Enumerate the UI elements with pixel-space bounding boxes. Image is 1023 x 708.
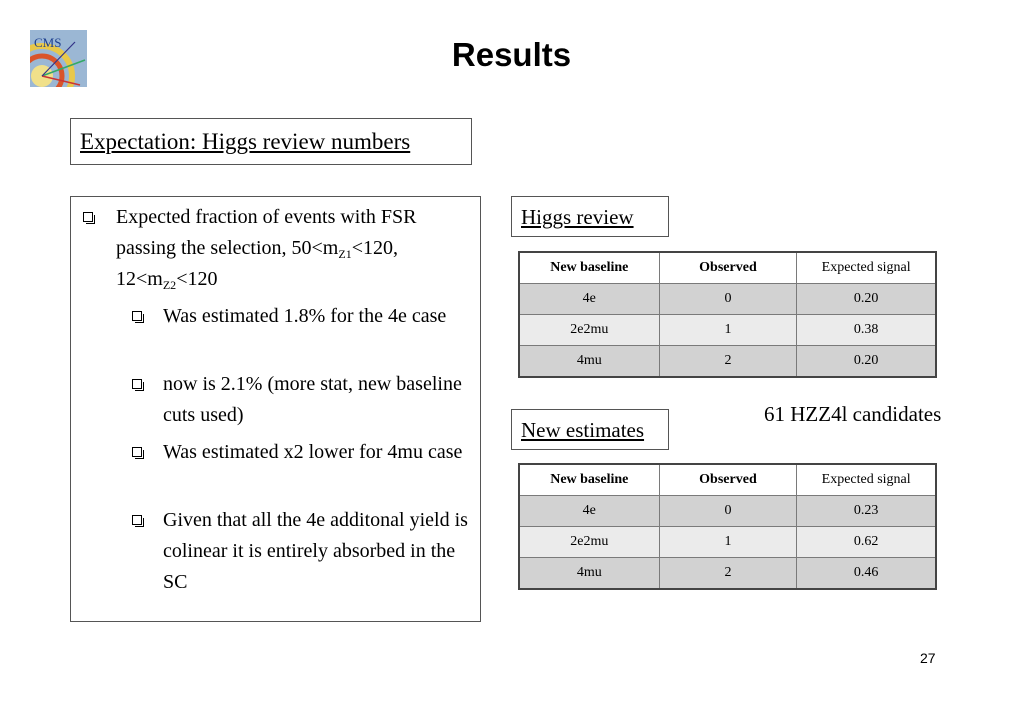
page-title: Results [451,36,572,73]
expectation-heading: Expectation: Higgs review numbers [80,129,411,154]
new-estimates-label: New estimates [521,418,645,442]
sub-bullet [163,301,473,332]
table-cell: 0.38 [797,315,936,346]
higgs-review-table [518,251,937,378]
table-header-row [519,464,936,496]
table-cell: 0.23 [797,496,936,527]
table-cell: 4mu [519,346,659,378]
table-cell: 0.20 [797,284,936,315]
candidates-note: 61 HZZ4l candidates [764,402,942,426]
table-row [519,496,936,527]
sub-bullet-text: now is 2.1% (more stat, new baseline cuts used) [163,373,462,426]
table-cell: 1 [659,315,797,346]
new-estimates-table [518,463,937,590]
table-row [519,315,936,346]
sub-bullet [163,437,473,468]
table-cell: 1 [659,527,797,558]
bullet-main-text-a: Expected fraction of events with FSR passing the selection, 50<m [116,206,417,259]
bullet-main-sub-a: Z1 [338,247,352,261]
table-row [519,346,936,378]
higgs-review-label: Higgs review [521,205,634,229]
table-header-row [519,252,936,284]
bullet-main-text-c: <120 [176,268,218,290]
table-header-cell: Observed [659,252,797,284]
table-header-cell: New baseline [519,464,659,496]
checkbox-bullet-icon [83,212,93,222]
table-cell: 2e2mu [519,315,659,346]
table-cell: 0 [659,496,797,527]
table-header-cell: Expected signal [797,464,936,496]
table-row [519,527,936,558]
checkbox-bullet-icon [132,515,142,525]
new-estimates-box [511,409,669,450]
bullet-main [116,202,476,295]
table-cell: 4mu [519,558,659,590]
table-header-cell: Observed [659,464,797,496]
sub-bullet-text: Was estimated 1.8% for the 4e case [163,305,447,327]
logo-text: CMS [34,35,62,50]
table-cell: 2 [659,346,797,378]
bullet-main-text-b: <120, 12<m [116,237,398,290]
bullet-main-sub-b: Z2 [162,278,177,292]
table-cell: 4e [519,496,659,527]
table-cell: 2e2mu [519,527,659,558]
table-cell: 2 [659,558,797,590]
table-header-cell: New baseline [519,252,659,284]
table-cell: 0.20 [797,346,936,378]
table-cell: 0.62 [797,527,936,558]
page-number: 27 [920,650,936,666]
sub-bullet [163,505,473,598]
checkbox-bullet-icon [132,447,142,457]
checkbox-bullet-icon [132,379,142,389]
table-header-cell: Expected signal [797,252,936,284]
sub-bullet-text: Was estimated x2 lower for 4mu case [163,441,463,463]
table-row [519,284,936,315]
table-cell: 0 [659,284,797,315]
table-cell: 4e [519,284,659,315]
sub-bullet [163,369,473,431]
expectation-heading-box [70,118,472,165]
sub-bullet-text: Given that all the 4e additonal yield is colinear it is entirely absorbed in the SC [163,509,468,593]
table-cell: 0.46 [797,558,936,590]
table-row [519,558,936,590]
higgs-review-box [511,196,669,237]
checkbox-bullet-icon [132,311,142,321]
